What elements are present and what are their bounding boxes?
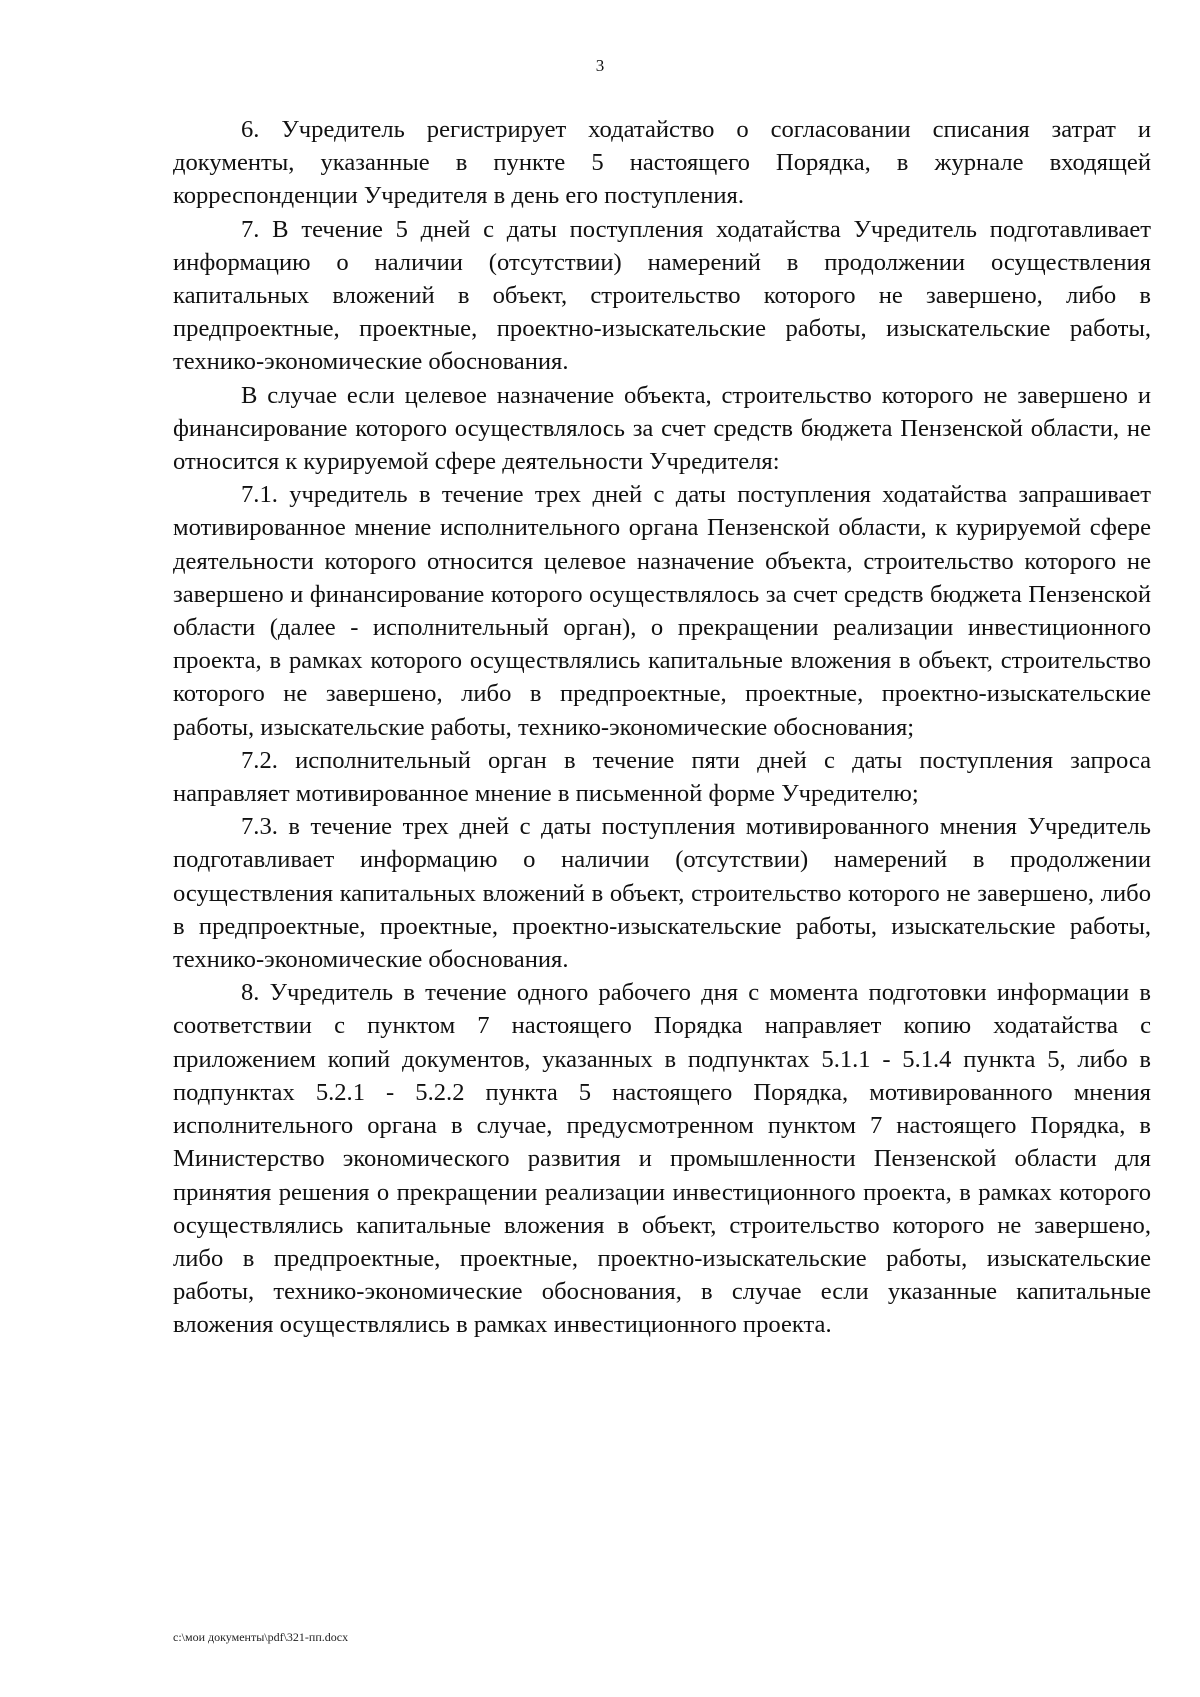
paragraph-7: 7. В течение 5 дней с даты поступления ходатайства Учредитель подготавливает информацию о наличии (отсутствии) намерений в продолжении осуществления капитальных вложений в объект, строительство которого не завершено, либо в предпроектные, проектные, проектно-изыскательские работы, изыскательские работы, технико-экономические обоснования.: [173, 215, 1151, 376]
paragraph-7-2: 7.2. исполнительный орган в течение пяти дней с даты поступления запроса направляет мотивированное мнение в письменной форме Учредителю;: [173, 746, 1151, 808]
paragraph-6: 6. Учредитель регистрирует ходатайство о согласовании списания затрат и документы, указанные в пункте 5 настоящего Порядка, в журнале входящей корреспонденции Учредителя в день его поступления.: [173, 116, 1151, 210]
paragraph-7-condition: В случае если целевое назначение объекта, строительство которого не завершено и финансирование которого осуществлялось за счет средств бюджета Пензенской области, не относится к курируемой сфере деятельности Учредителя:: [173, 381, 1151, 476]
footer-file-path: c:\мои документы\pdf\321-пп.docx: [173, 1630, 349, 1644]
page-number: 3: [595, 56, 605, 75]
paragraph-7-3: 7.3. в течение трех дней с даты поступления мотивированного мнения Учредитель подготавливает информацию о наличии (отсутствии) намерений в продолжении осуществления капитальных вложений в объект, строительство которого не завершено, либо в предпроектные, проектные, проектно-изыскательские работы, изыскательские работы, технико-экономические обоснования.: [173, 813, 1151, 974]
paragraph-7-1: 7.1. учредитель в течение трех дней с даты поступления ходатайства запрашивает мотивированное мнение исполнительного органа Пензенской области, к курируемой сфере деятельности которого относится целевое назначение объекта, строительство которого не завершено и финансирование которого осуществлялось за счет средств бюджета Пензенской области (далее - исполнительный орган), о прекращении реализации инвестиционного проекта, в рамках которого осуществлялись капитальные вложения в объект, строительство которого не завершено, либо в предпроектные, проектные, проектно-изыскательские работы, изыскательские работы, технико-экономические обоснования;: [173, 481, 1151, 741]
paragraph-8: 8. Учредитель в течение одного рабочего дня с момента подготовки информации в соответствии с пунктом 7 настоящего Порядка направляет копию ходатайства с приложением копий документов, указанных в подпунктах 5.1.1 - 5.1.4 пункта 5, либо в подпунктах 5.2.1 - 5.2.2 пункта 5 настоящего Порядка, мотивированного мнения исполнительного органа в случае, предусмотренном пунктом 7 настоящего Порядка, в Министерство экономического развития и промышленности Пензенской области для принятия решения о прекращении реализации инвестиционного проекта, в рамках которого осуществлялись капитальные вложения в объект, строительство которого не завершено, либо в предпроектные, проектные, проектно-изыскательские работы, изыскательские работы, технико-экономические обоснования, в случае если указанные капитальные вложения осуществлялись в рамках инвестиционного проекта.: [173, 979, 1151, 1339]
document-body: [173, 113, 1151, 1342]
